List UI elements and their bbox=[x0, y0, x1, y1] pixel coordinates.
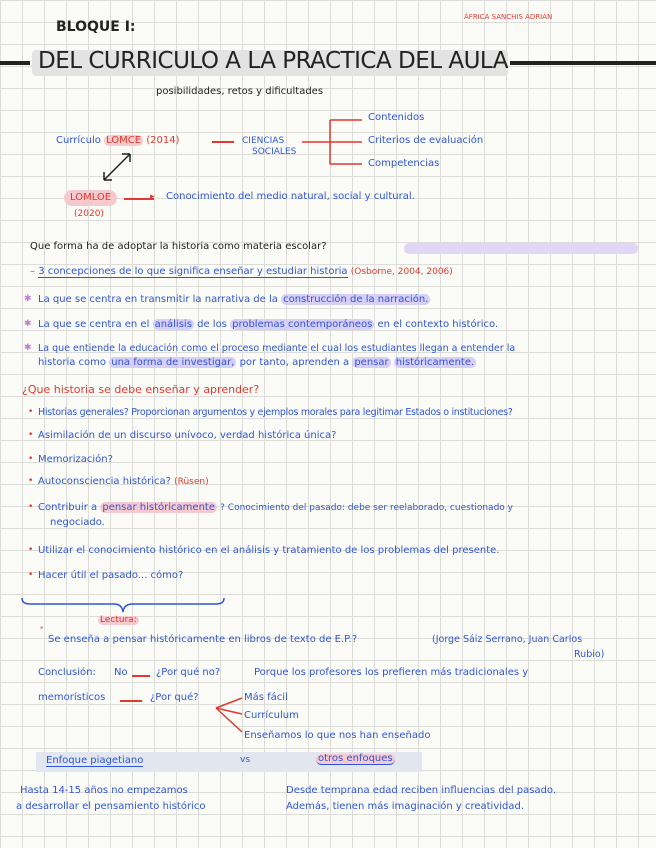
concepciones-citation: (Osborne, 2004, 2006) bbox=[350, 267, 453, 277]
author-name: ÁFRICA SANCHIS ADRIÁN bbox=[464, 13, 553, 21]
brace-icon bbox=[20, 596, 226, 616]
list-item-4 bbox=[38, 477, 209, 487]
list-item-4-author: (Rüsen) bbox=[174, 477, 209, 487]
question2: ¿Que historia se debe enseñar y aprender? bbox=[22, 383, 260, 396]
bullet-3-text: historia como bbox=[38, 357, 107, 368]
conclusion-because: Porque los profesores los prefieren más tradicionales y bbox=[254, 667, 529, 678]
dot-icon: • bbox=[28, 570, 34, 580]
conclusion-arrow-2 bbox=[120, 700, 142, 702]
enfoque-piagetiano: Enfoque piagetiano bbox=[46, 755, 144, 766]
branch-bracket bbox=[300, 114, 366, 170]
bullet-1-text: La que se centra en transmitir la narrativa de la bbox=[38, 294, 278, 305]
branch-criterios: Criterios de evaluación bbox=[368, 135, 484, 146]
bidirectional-arrow bbox=[100, 150, 134, 184]
lectura-question: Se enseña a pensar históricamente en libros de texto de E.P.? bbox=[48, 634, 358, 645]
dot-icon: • bbox=[28, 502, 34, 512]
reason-3: Enseñamos lo que nos han enseñado bbox=[244, 730, 431, 741]
list-item-2: Asimilación de un discurso unívoco, verdad histórica única? bbox=[38, 430, 337, 441]
dot-icon: • bbox=[28, 545, 34, 555]
enfoques-vs: vs bbox=[240, 755, 251, 765]
branch-competencias: Competencias bbox=[368, 158, 440, 169]
lectura-label: Lectura: bbox=[100, 615, 137, 625]
title-rule-left bbox=[0, 61, 30, 65]
curriculo-label bbox=[56, 136, 180, 146]
list-item-5-text: Contribuir a bbox=[38, 502, 98, 513]
list-item-5-line2: negociado. bbox=[50, 517, 105, 528]
lomloe-arrowhead: ▸ bbox=[150, 192, 155, 202]
ciencias-label: CIENCIAS bbox=[242, 136, 285, 146]
bullet-1 bbox=[38, 295, 430, 305]
bullet-2-text: de los bbox=[197, 319, 227, 330]
conclusion-no: No bbox=[114, 667, 128, 678]
reasons-arrows bbox=[214, 694, 246, 738]
list-item-1: Historias generales? Proporcionan argumentos y ejemplos morales para legitimar Estados o instituciones? bbox=[38, 407, 513, 418]
bullet-2-text: en el contexto histórico. bbox=[377, 319, 499, 330]
dot-icon: • bbox=[28, 476, 34, 486]
question1: Que forma ha de adoptar la historia como materia escolar? bbox=[30, 241, 327, 252]
conclusion-arrow-1 bbox=[132, 675, 150, 677]
list-item-4-text: Autoconsciencia histórica? bbox=[38, 476, 171, 487]
bullet-2-analisis: análisis bbox=[154, 319, 192, 330]
concepciones-dash: – bbox=[30, 266, 35, 277]
bullet-2-problemas: problemas contemporáneos bbox=[232, 319, 373, 330]
bullet-2-text: La que se centra en el bbox=[38, 319, 150, 330]
branch-contenidos: Contenidos bbox=[368, 112, 425, 123]
bullet-star-icon: ✱ bbox=[24, 294, 32, 304]
lomloe-description: Conocimiento del medio natural, social y cultural. bbox=[166, 191, 415, 202]
bullet-3-historicamente: históricamente. bbox=[395, 357, 475, 368]
page-subtitle: posibilidades, retos y dificultades bbox=[156, 86, 324, 97]
list-item-5-text: ? Conocimiento del pasado: debe ser reelaborado, cuestionado y bbox=[220, 503, 513, 513]
curriculo-prefix: Currículo bbox=[56, 135, 101, 146]
bullet-3-text: por tanto, aprenden a bbox=[239, 357, 350, 368]
block-title: BLOQUE I: bbox=[56, 19, 136, 35]
bullet-3-investigar: una forma de investigar, bbox=[111, 357, 235, 368]
bullet-3-pensar: pensar bbox=[354, 357, 389, 368]
concepciones-text: 3 concepciones de lo que significa enseñar y estudiar historia bbox=[38, 266, 348, 277]
list-item-5-highlight: pensar históricamente bbox=[102, 502, 215, 513]
concepciones-line bbox=[30, 267, 453, 277]
page-title: DEL CURRICULO A LA PRACTICA DEL AULA bbox=[38, 48, 508, 74]
conclusion-label: Conclusión: bbox=[38, 667, 96, 678]
lomloe-year: (2020) bbox=[74, 209, 104, 219]
lomce-year: (2014) bbox=[146, 135, 180, 146]
list-item-5 bbox=[38, 503, 513, 513]
bullet-3-line1: La que entiende la educación como el proceso mediante el cual los estudiantes llegan a entender la bbox=[38, 343, 516, 354]
dot-icon: • bbox=[28, 430, 34, 440]
question1-highlight bbox=[404, 243, 638, 254]
otros-enfoques: otros enfoques bbox=[318, 753, 393, 764]
lectura-star-icon: * bbox=[40, 625, 44, 633]
dot-icon: • bbox=[28, 454, 34, 464]
title-rule-right bbox=[510, 61, 656, 65]
conclusion-why-not: ¿Por qué no? bbox=[156, 667, 221, 678]
bullet-3-line2 bbox=[38, 358, 476, 368]
list-item-3: Memorización? bbox=[38, 454, 113, 465]
lomloe-label: LOMLOE bbox=[64, 190, 117, 206]
bullet-star-icon: ✱ bbox=[24, 343, 32, 353]
list-item-7: Hacer útil el pasado... cómo? bbox=[38, 570, 184, 581]
sociales-label: SOCIALES bbox=[252, 147, 297, 157]
lectura-authors-line2: Rubio) bbox=[574, 649, 605, 660]
enfoque-left-line2: a desarrollar el pensamiento histórico bbox=[16, 801, 206, 812]
dot-icon: • bbox=[28, 407, 34, 417]
bullet-2 bbox=[38, 320, 498, 330]
lectura-authors: (Jorge Sáiz Serrano, Juan Carlos bbox=[432, 634, 583, 645]
reason-1: Más fácil bbox=[244, 692, 288, 703]
list-item-6: Utilizar el conocimiento histórico en el análisis y tratamiento de los problemas del presente. bbox=[38, 545, 500, 556]
lomce-label: LOMCE bbox=[106, 135, 142, 146]
lomce-arrow bbox=[212, 141, 234, 143]
conclusion-why: ¿Por qué? bbox=[150, 692, 199, 703]
enfoque-right-line1: Desde temprana edad reciben influencias del pasado. bbox=[286, 785, 557, 796]
enfoque-right-line2: Además, tienen más imaginación y creatividad. bbox=[286, 801, 525, 812]
reason-2: Currículum bbox=[244, 710, 299, 721]
conclusion-memoristicos: memorísticos bbox=[38, 692, 106, 703]
bullet-1-highlight: construcción de la narración. bbox=[283, 294, 429, 305]
bullet-star-icon: ✱ bbox=[24, 319, 32, 329]
enfoque-left-line1: Hasta 14-15 años no empezamos bbox=[20, 785, 188, 796]
